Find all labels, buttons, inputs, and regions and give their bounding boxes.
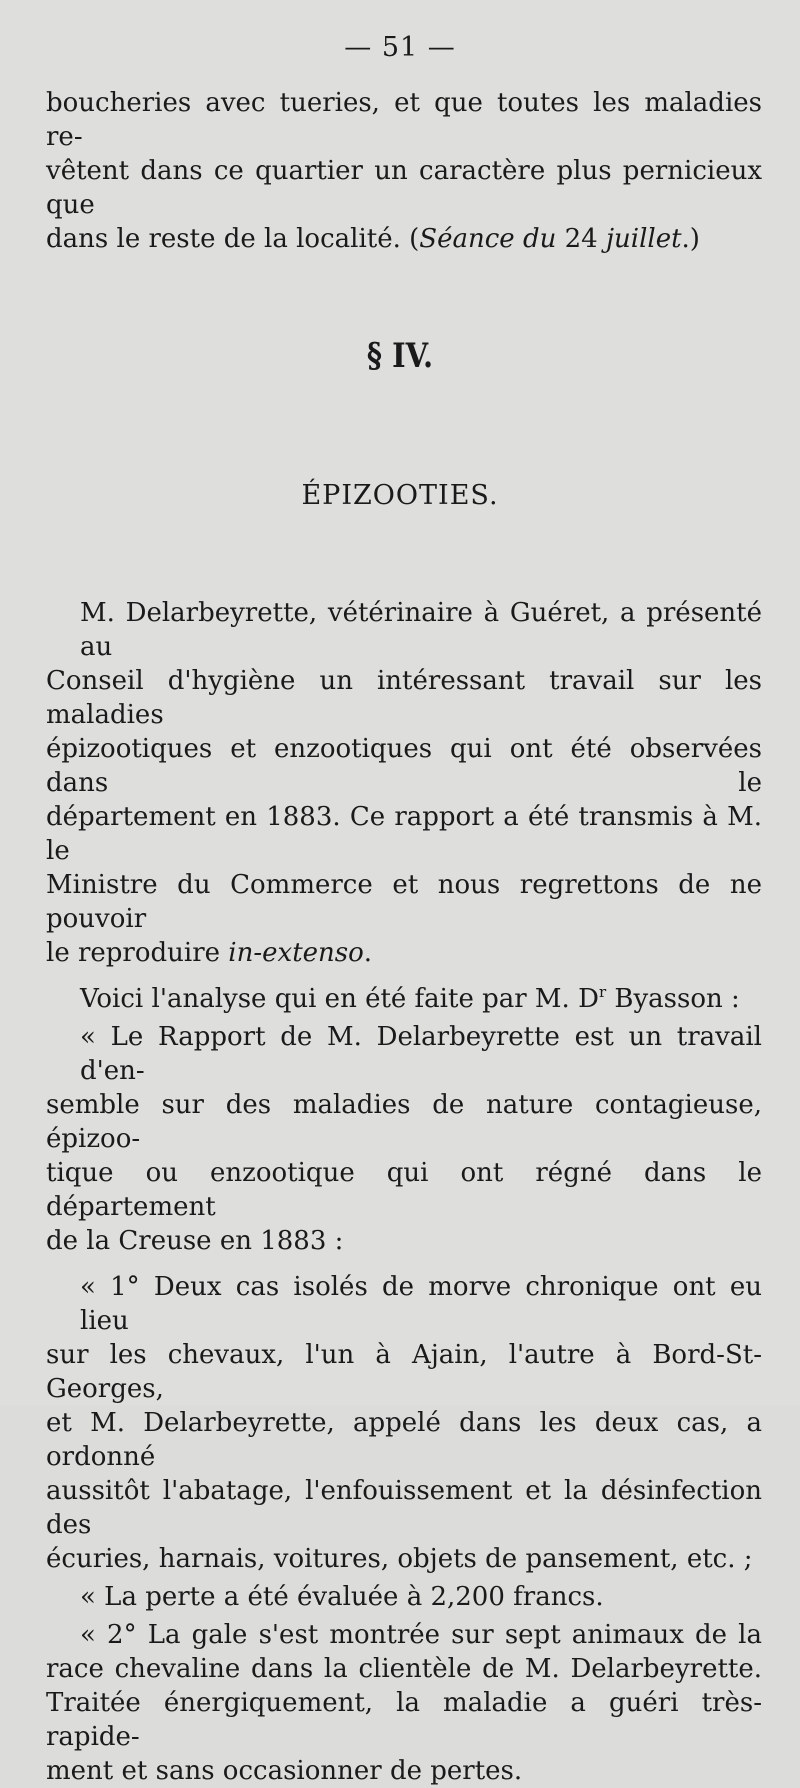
p3-line-1: « Le Rapport de M. Delarbeyrette est un travail d'en-: [80, 1022, 762, 1086]
p4-line-3: et M. Delarbeyrette, appelé dans les deux cas, a ordonné: [46, 1408, 762, 1472]
p2-b: Byasson :: [606, 984, 740, 1014]
p1-line-2: Conseil d'hygiène un intéressant travail sur les maladies: [46, 666, 762, 730]
p4-line-2: sur les chevaux, l'un à Ajain, l'autre à Bord-St-Georges,: [46, 1340, 762, 1404]
p2-line-1: [46, 982, 762, 1016]
p3-line-4: de la Creuse en 1883 :: [46, 1226, 344, 1256]
paragraph-4: [46, 1270, 762, 1576]
p6-line-4: ment et sans occasionner de pertes.: [46, 1756, 523, 1786]
p2-sup: r: [598, 983, 607, 1001]
p1-line-5: Ministre du Commerce et nous regrettons de ne pouvoir: [46, 870, 762, 934]
intro-paragraph: [46, 86, 762, 256]
intro-line-3-em2: juillet: [605, 224, 682, 254]
p3-line-2: semble sur des maladies de nature contagieuse, épizoo-: [46, 1090, 762, 1154]
intro-line-1: boucheries avec tueries, et que toutes les maladies re-: [46, 88, 762, 152]
p1-line-6: [46, 936, 762, 970]
p4-line-4: aussitôt l'abatage, l'enfouissement et la désinfection des: [46, 1476, 762, 1540]
intro-line-3: [46, 222, 762, 256]
p2-a: Voici l'analyse qui en été faite par M. D: [80, 984, 599, 1014]
intro-line-2: vêtent dans ce quartier un caractère plus pernicieux que: [46, 156, 762, 220]
p6-line-2: race chevaline dans la clientèle de M. Delarbeyrette.: [46, 1654, 762, 1684]
p1-line-4: département en 1883. Ce rapport a été transmis à M. le: [46, 802, 762, 866]
p6-line-1: « 2° La gale s'est montrée sur sept animaux de la: [80, 1620, 762, 1650]
intro-line-3-b: 24: [556, 224, 606, 254]
p3-line-3: tique ou enzootique qui ont régné dans le département: [46, 1158, 762, 1222]
p1-line-6-b: .: [363, 938, 373, 968]
main-text: [46, 596, 762, 1788]
paragraph-6: [46, 1618, 762, 1788]
page-number: — 51 —: [344, 32, 456, 63]
paragraph-5: [46, 1580, 762, 1614]
intro-line-3-c: .): [681, 224, 700, 254]
section-mark: § IV.: [366, 336, 434, 376]
p1-line-6-a: le reproduire: [46, 938, 229, 968]
p1-line-3: épizootiques et enzootiques qui ont été observées dans le: [46, 734, 762, 798]
p6-line-3: Traitée énergiquement, la maladie a guéri très-rapide-: [46, 1688, 762, 1752]
section-title: ÉPIZOOTIES.: [301, 480, 499, 511]
p5-line-1: « La perte a été évaluée à 2,200 francs.: [80, 1582, 604, 1612]
p4-line-5: écuries, harnais, voitures, objets de pansement, etc. ;: [46, 1544, 753, 1574]
paragraph-3: [46, 1020, 762, 1258]
paragraph-1: [46, 596, 762, 970]
intro-line-3-a: dans le reste de la localité. (: [46, 224, 420, 254]
intro-text: [46, 86, 762, 256]
p4-line-1: « 1° Deux cas isolés de morve chronique ont eu lieu: [80, 1272, 762, 1336]
intro-line-3-em: Séance du: [419, 224, 557, 254]
p1-line-6-em: in-extenso: [228, 938, 364, 968]
p1-line-1: M. Delarbeyrette, vétérinaire à Guéret, a présenté au: [80, 598, 762, 662]
paragraph-2: [46, 982, 762, 1016]
